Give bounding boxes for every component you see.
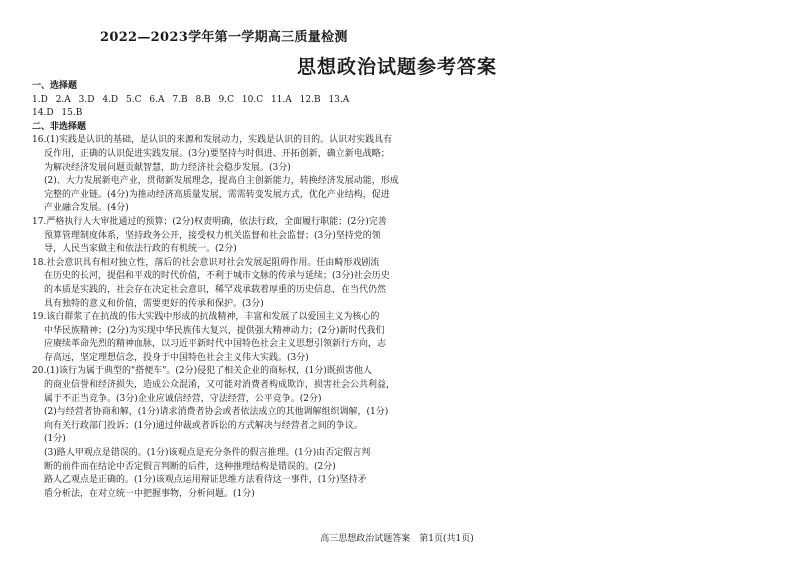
answer-line: 18.社会意识具有相对独立性，落后的社会意识对社会发展起阻碍作用。任由畸形戏剧流 [32,257,380,268]
answer-line: 为解决经济发展问题贡献智慧，助力经济社会稳步发展。(3分) [44,162,291,173]
answer-line: 预算管理制度体系，坚持政务公开，接受权力机关监督和社会监督；(3分)坚持党的领 [44,230,381,241]
answer-line: 属于不正当竞争。(3分)企业应诚信经营，守法经营，公平竞争。(2分) [44,393,322,404]
answer-line: (2)与经营者协商和解，(1分)请求消费者协会或者依法成立的其他调解组织调解，(1分) [44,407,389,418]
answer-line: 19.该白群浆了在抗战的伟大实践中形成的抗战精神，丰富和发展了以爱国主义为核心的 [32,312,380,323]
choice-answer: 1.D [32,94,48,105]
answer-line: 中华民族精神；(2分)为实现中华民族伟大复兴，提供强大精神动力；(2分)新时代我们 [44,325,385,336]
answer-line: 路人乙观点是正确的。(1分)该观点运用辩证思维方法看待这一事件，(1分)坚持矛 [44,475,367,486]
answer-line: 导，人民当家做主和依法行政的有机统一。(2分) [44,244,237,255]
answer-line: 应赓续革命先烈的精神血脉，以习近平新时代中国特色社会主义思想引领新行方向，志 [44,339,387,350]
section-heading-choice: 一、选择题 [32,81,78,91]
answer-content [32,80,772,501]
answer-line: 盾分析法，在对立统一中把握事物，分析问题。(1分) [44,488,255,499]
answer-line: 具有独特的意义和价值，需要更好的传承和保护。(3分) [44,298,264,309]
choice-answer: 11.A [270,94,292,105]
answer-line: 完整的产业链。(4分)为推动经济高质量发展，需需转变发展方式，优化产业结构，促进 [44,189,390,200]
answer-line: 在历史的长河，提倡和平戏的时代价值，不利于城市文脉的传承与延续；(3分)社会历史 [44,271,390,282]
answer-line: 的本质是实践的，社会存在决定社会意识，稀罕戏承载着厚重的历史信息，在当代仍然 [44,284,387,295]
choice-answer: 10.C [241,94,264,105]
answer-line: 产业融合发展。(4分) [44,203,129,214]
answer-line: 存高远，坚定理想信念，投身于中国特色社会主义伟大实践。(3分) [44,352,309,363]
choice-answer: 3.D [78,94,95,105]
choice-answer: 8.B [195,94,211,105]
choice-answer: 5.C [126,94,142,105]
answer-q18 [32,257,772,311]
exam-title: 2022—2023学年第一学期高三质量检测 [100,30,348,45]
answer-line: 断的前件而在结论中否定假言判断的后件，这种推理结构是错误的。(2分) [44,461,336,472]
answer-line: 20.(1)该行为属于典型的"搭便车"。(2分)侵犯了相关企业的商标权，(1分)既损害他人 [32,366,372,377]
answer-line: (1分) [44,434,66,445]
choice-answer: 7.B [172,94,188,105]
answer-line: 16.(1)实践是认识的基础，是认识的来源和发展动力，实践是认识的目的。认识对实践具有 [32,135,393,146]
answer-line: 反作用，正确的认识促进实践发展。(3分)要坚持与时俱进、开拓创新，确立新电战略； [44,148,390,159]
page-footer: 高三思想政治试题答案 第1页(共1页) [320,534,474,544]
choice-answer: 14.D [32,108,54,119]
answer-q19 [32,311,772,365]
answer-q16 [32,134,772,216]
answer-line: 的商业信誉和经济损失，造成公众混淆，又可能对消费者构成欺诈，损害社会公共利益， [44,380,396,391]
choice-answer: 4.D [102,94,119,105]
answer-q17 [32,216,772,257]
choice-answer: 13.A [328,94,350,105]
document-title: 思想政治试题参考答案 [296,56,497,78]
answer-line: 向有关行政部门投诉；(1分)通过仲裁或者诉讼的方式解决与经营者之间的争议。 [44,420,363,431]
choice-answer: 12.B [299,94,321,105]
choice-answer: 15.B [61,108,83,119]
section-heading-essay: 二、非选择题 [32,121,87,132]
choice-answer: 6.A [149,94,165,105]
answer-q20 [32,365,772,501]
choice-answer: 2.A [55,94,71,105]
answer-line: (3)路人甲观点是错误的。(1分)该观点是充分条件的假言推理。(1分)由否定假言判 [44,448,371,459]
choice-answer: 9.C [218,94,234,105]
answer-line: 17.严格执行人大审批通过的预算；(2分)权责明确，依法行政，全面履行职能；(2分)完善 [32,216,387,227]
answer-line: (2)、大力发展新电产业，贯彻新发展理念，提高自主创新能力，转换经济发展动能，形成 [44,176,399,187]
choice-answers-row-2 [32,107,772,121]
choice-answers-row-1 [32,94,772,108]
